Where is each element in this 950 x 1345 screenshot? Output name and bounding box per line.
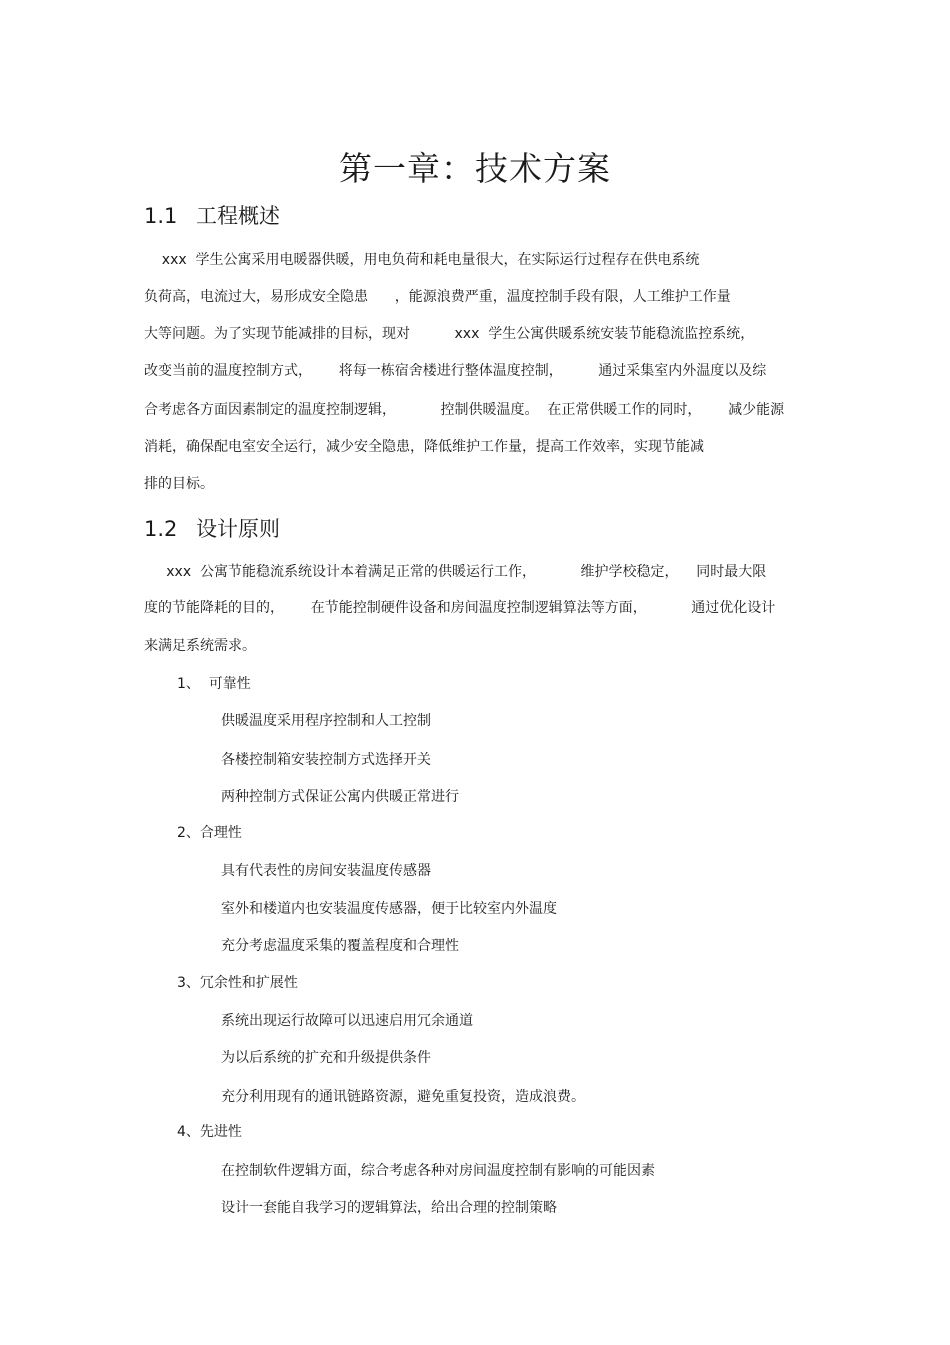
principle-item: 在控制软件逻辑方面，综合考虑各种对房间温度控制有影响的可能因素: [221, 1163, 655, 1179]
paragraph-line: 度的节能降耗的目的， 在节能控制硬件设备和房间温度控制逻辑算法等方面， 通过优化设计: [144, 600, 776, 616]
principle-item: 各楼控制箱安装控制方式选择开关: [221, 752, 431, 768]
section-title-text: 设计原则: [196, 517, 280, 541]
paragraph-line: 负荷高，电流过大，易形成安全隐患 ，能源浪费严重，温度控制手段有限，人工维护工作量: [144, 289, 731, 305]
section-number: 1.1: [144, 204, 178, 228]
principle-item: 充分利用现有的通讯链路资源，避免重复投资，造成浪费。: [221, 1089, 585, 1105]
chapter-title: 第一章：技术方案: [339, 149, 611, 188]
principle-item: 两种控制方式保证公寓内供暖正常进行: [221, 789, 459, 805]
paragraph-line: 排的目标。: [144, 476, 214, 492]
paragraph-line: 消耗，确保配电室安全运行，减少安全隐患，降低维护工作量，提高工作效率，实现节能减: [144, 439, 704, 455]
section-number: 1.2: [144, 517, 178, 541]
paragraph-line: 来满足系统需求。: [144, 638, 256, 654]
paragraph-line: xxx 学生公寓采用电暖器供暖，用电负荷和耗电量很大，在实际运行过程存在供电系统: [144, 252, 700, 268]
section-heading-1-1: [144, 202, 280, 230]
principle-item: 供暖温度采用程序控制和人工控制: [221, 713, 431, 729]
principle-label: 1、 可靠性: [177, 676, 251, 692]
principle-item: 为以后系统的扩充和升级提供条件: [221, 1050, 431, 1066]
principle-label: 2、合理性: [177, 825, 242, 841]
principle-item: 系统出现运行故障可以迅速启用冗余通道: [221, 1013, 473, 1029]
section-heading-1-2: [144, 515, 280, 543]
principle-item: 具有代表性的房间安装温度传感器: [221, 863, 431, 879]
principle-item: 设计一套能自我学习的逻辑算法，给出合理的控制策略: [221, 1200, 557, 1216]
principle-label: 3、冗余性和扩展性: [177, 975, 298, 991]
principle-item: 充分考虑温度采集的覆盖程度和合理性: [221, 938, 459, 954]
section-title-text: 工程概述: [196, 204, 280, 228]
principle-item: 室外和楼道内也安装温度传感器，便于比较室内外温度: [221, 901, 557, 917]
paragraph-line: xxx 公寓节能稳流系统设计本着满足正常的供暖运行工作， 维护学校稳定， 同时最大限: [144, 564, 767, 580]
paragraph-line: 改变当前的温度控制方式， 将每一栋宿舍楼进行整体温度控制， 通过采集室内外温度以及综: [144, 363, 767, 379]
paragraph-line: 大等问题。为了实现节能减排的目标，现对 xxx 学生公寓供暖系统安装节能稳流监控系统，: [144, 326, 755, 342]
principle-label: 4、先进性: [177, 1124, 242, 1140]
paragraph-line: 合考虑各方面因素制定的温度控制逻辑， 控制供暖温度。 在正常供暖工作的同时， 减少能源: [144, 402, 785, 418]
